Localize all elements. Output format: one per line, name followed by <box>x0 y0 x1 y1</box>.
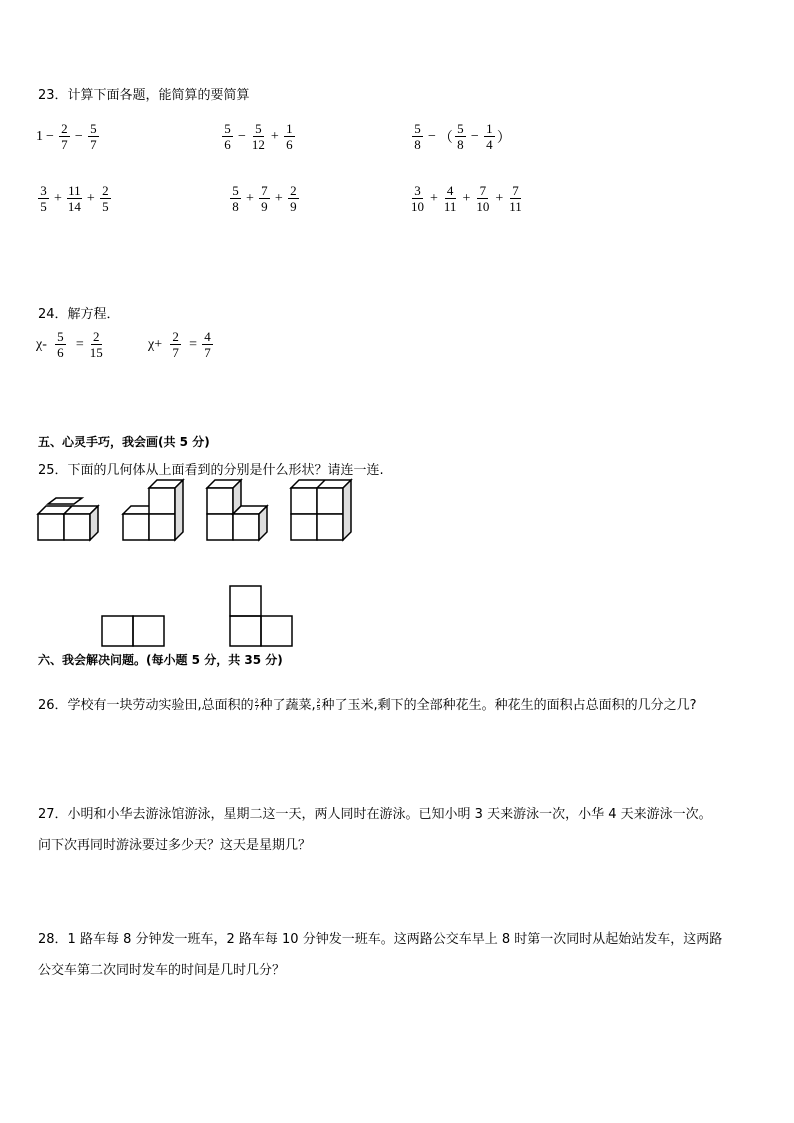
operator: + <box>274 190 283 206</box>
operator: + <box>86 190 95 206</box>
cube-figures <box>30 476 370 548</box>
q23-expr-1 <box>36 121 101 152</box>
small-fraction: $\frac{2}{5}$ <box>316 698 321 712</box>
section-5-heading: 五、心灵手巧，我会画(共 5 分) <box>38 435 210 449</box>
equals-sign: = <box>189 336 198 352</box>
right-paren: ） <box>496 130 511 146</box>
operator: − <box>74 128 83 144</box>
fraction: $\frac{2}{7}$ <box>170 329 181 360</box>
operator: − <box>238 128 246 144</box>
q25-title: 25．下面的几何体从上面看到的分别是什么形状？请连一连. <box>38 463 384 478</box>
operator: + <box>246 190 254 206</box>
q27-line-1: 27．小明和小华去游泳馆游泳，星期二这一天，两人同时在游泳。已知小明 3 天来游泳一次，小华 4 天来游泳一次。 <box>38 807 712 822</box>
cube-figure-3 <box>207 480 267 540</box>
top-view-l-shape <box>230 586 292 646</box>
q23-expr-3 <box>410 121 511 152</box>
fraction: $\frac{2}{15}$ <box>89 329 103 360</box>
cube-figure-2 <box>123 480 183 540</box>
operator: + <box>54 190 62 206</box>
fraction: $\frac{7}{11}$ <box>509 183 522 214</box>
q23-expr-6 <box>408 183 525 214</box>
top-view-shapes <box>96 584 296 648</box>
cube-figure-1 <box>38 498 98 540</box>
q24-equation-2 <box>148 329 215 360</box>
fraction: $\frac{3}{5}$ <box>38 183 49 214</box>
fraction: $\frac{5}{8}$ <box>412 121 423 152</box>
q24-title: 24．解方程． <box>38 307 120 322</box>
fraction: $\frac{2}{7}$ <box>59 121 70 152</box>
q26-text: 26．学校有一块劳动实验田,总面积的 $\frac{2}{7}$ 种了蔬菜, $\frac{2}{5}$ 种了玉米,剩下的全部种花生。种花生的面积占总面积的几分之几? <box>38 698 697 713</box>
fraction: $\frac{5}{8}$ <box>230 183 241 214</box>
q28-line-2: 公交车第二次同时发车的时间是几时几分？ <box>38 963 286 978</box>
fraction: $\frac{4}{7}$ <box>202 329 213 360</box>
top-view-1x2 <box>102 616 164 646</box>
fraction: $\frac{7}{10}$ <box>476 183 490 214</box>
q23-expr-5 <box>228 183 301 214</box>
fraction: $\frac{2}{9}$ <box>288 183 299 214</box>
q28-line-1: 28．1 路车每 8 分钟发一班车，2 路车每 10 分钟发一班车。这两路公交车早上 8 时第一次同时从起始站发车，这两路 <box>38 932 723 947</box>
q23-title: 23．计算下面各题，能简算的要简算 <box>38 88 250 103</box>
equals-sign: = <box>75 336 84 352</box>
operator: + <box>462 190 471 206</box>
fraction: $\frac{7}{9}$ <box>259 183 270 214</box>
operator: − <box>428 128 436 144</box>
left-paren: （ <box>438 130 453 146</box>
q24-equation-1 <box>36 329 106 360</box>
operator: − <box>46 128 54 144</box>
q23-expr-2 <box>220 121 297 152</box>
fraction: $\frac{5}{12}$ <box>251 121 265 152</box>
fraction: $\frac{5}{6}$ <box>55 329 66 360</box>
q27-line-2: 问下次再同时游泳要过多少天？这天是星期几？ <box>38 838 312 853</box>
variable: χ- <box>36 336 47 352</box>
fraction: $\frac{4}{11}$ <box>443 183 457 214</box>
fraction: $\frac{5}{7}$ <box>88 121 99 152</box>
fraction: $\frac{5}{8}$ <box>455 121 466 152</box>
small-fraction: $\frac{2}{7}$ <box>254 698 259 712</box>
operator: + <box>430 190 438 206</box>
operator: − <box>470 128 479 144</box>
fraction: $\frac{3}{10}$ <box>411 183 424 214</box>
lead-number: 1 <box>36 128 43 144</box>
fraction: $\frac{5}{6}$ <box>222 121 233 152</box>
fraction: $\frac{11}{14}$ <box>67 183 81 214</box>
operator: + <box>495 190 504 206</box>
cube-figure-4 <box>291 480 351 540</box>
fraction: $\frac{1}{4}$ <box>484 121 495 152</box>
fraction: $\frac{2}{5}$ <box>100 183 111 214</box>
fraction: $\frac{1}{6}$ <box>284 121 295 152</box>
section-6-heading: 六、我会解决问题。(每小题 5 分，共 35 分) <box>38 653 283 667</box>
variable: χ+ <box>148 336 163 352</box>
operator: + <box>270 128 279 144</box>
q23-expr-4 <box>36 183 113 214</box>
